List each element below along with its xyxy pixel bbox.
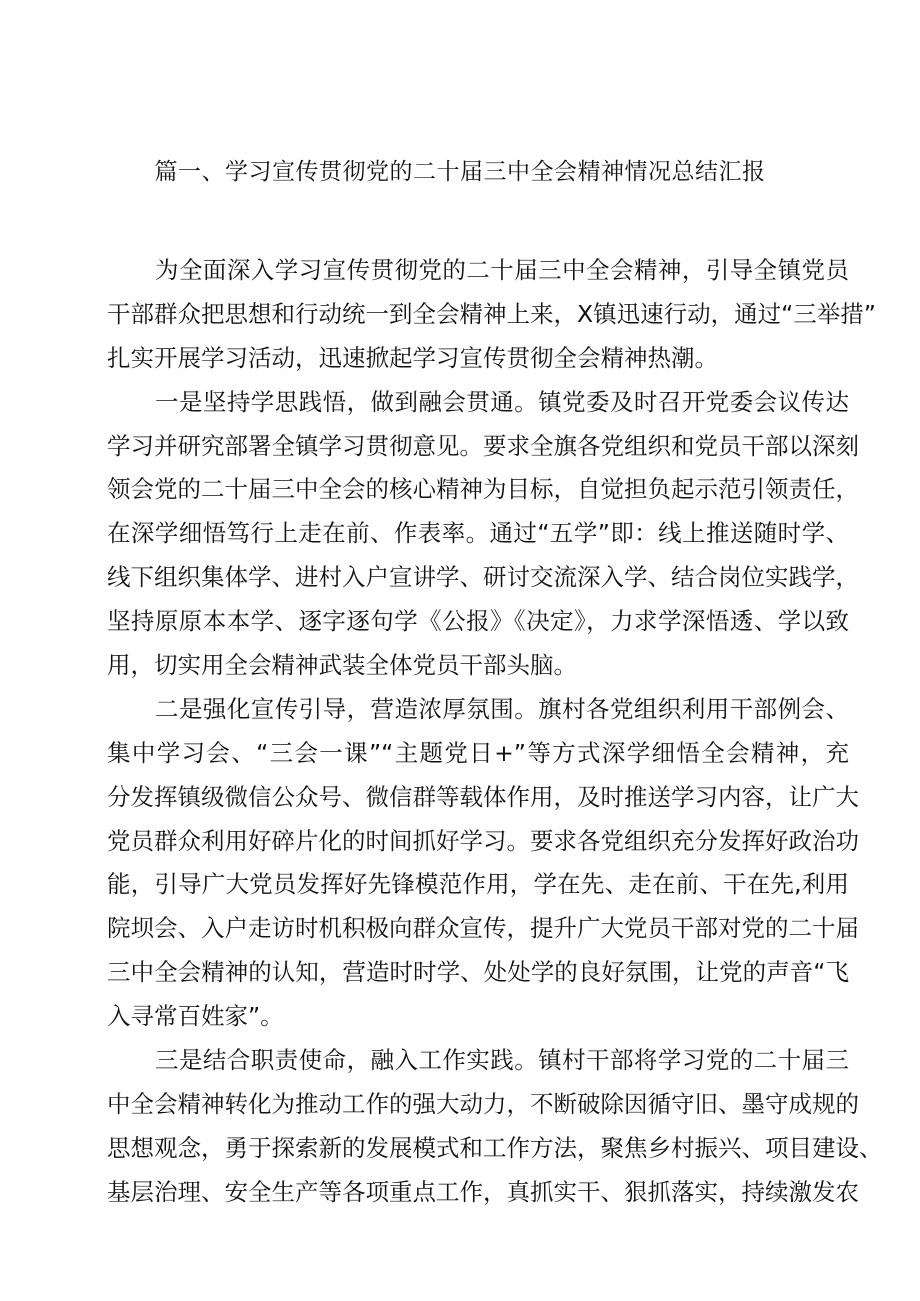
paragraph-2-line-3: 领会党的二十届三中全会的核心精神为目标，自觉担负起示范引领责任， <box>107 475 859 504</box>
paragraph-1-line-3: 扎实开展学习活动，迅速掀起学习宣传贯彻全会精神热潮。 <box>107 343 718 372</box>
paragraph-1-line-2: 干部群众把思想和行动统一到全会精神上来，X镇迅速行动，通过“三举措” <box>107 299 876 328</box>
paragraph-4-line-3: 思想观念，勇于探索新的发展模式和工作方法，聚焦乡村振兴、项目建设、 <box>107 1133 883 1162</box>
paragraph-4-line-1: 三是结合职责使命，融入工作实践。镇村干部将学习党的二十届三 <box>155 1046 849 1075</box>
document-title: 篇一、学习宣传贯彻党的二十届三中全会精神情况总结汇报 <box>154 159 766 185</box>
paragraph-2-line-2: 学习并研究部署全镇学习贯彻意见。要求全旗各党组织和党员干部以深刻 <box>107 431 859 460</box>
paragraph-3-line-6: 院坝会、入户走访时机积极向群众宣传，提升广大党员干部对党的二十届 <box>107 914 859 943</box>
paragraph-3-line-1: 二是强化宣传引导，营造浓厚氛围。旗村各党组织利用干部例会、 <box>155 694 849 723</box>
paragraph-3-line-5: 能，引导广大党员发挥好先锋模范作用，学在先、走在前、干在先,利用 <box>107 870 849 899</box>
paragraph-4-line-2: 中全会精神转化为推动工作的强大动力，不断破除因循守旧、墨守成规的 <box>107 1089 859 1118</box>
paragraph-1-line-1: 为全面深入学习宣传贯彻党的二十届三中全会精神，引导全镇党员 <box>155 256 849 284</box>
paragraph-2-line-5: 线下组织集体学、进村入户宣讲学、研讨交流深入学、结合岗位实践学， <box>107 563 859 592</box>
paragraph-4-line-4: 基层治理、安全生产等各项重点工作，真抓实干、狠抓落实，持续激发农 <box>107 1177 859 1206</box>
document-body <box>107 249 883 1215</box>
paragraph-3-line-2: 集中学习会、“三会一课”“主题党日+”等方式深学细悟全会精神，充 <box>107 738 849 767</box>
paragraph-3-line-7: 三中全会精神的认知，营造时时学、处处学的良好氛围，让党的声音“飞 <box>107 958 849 987</box>
paragraph-3-line-4: 党员群众利用好碎片化的时间抓好学习。要求各党组织充分发挥好政治功 <box>107 826 859 855</box>
paragraph-3-line-8: 入寻常百姓家”。 <box>107 1002 284 1031</box>
paragraph-3-line-3: 分发挥镇级微信公众号、微信群等载体作用，及时推送学习内容，让广大 <box>107 782 859 811</box>
paragraph-2-line-4: 在深学细悟笃行上走在前、作表率。通过“五学”即：线上推送随时学、 <box>107 519 849 548</box>
paragraph-2-line-6: 坚持原原本本学、逐字逐句学《公报》《决定》，力求学深悟透、学以致 <box>107 607 849 636</box>
paragraph-2-line-1: 一是坚持学思践悟，做到融会贯通。镇党委及时召开党委会议传达 <box>155 387 849 416</box>
paragraph-2-line-7: 用，切实用全会精神武装全体党员干部头脑。 <box>107 651 577 680</box>
